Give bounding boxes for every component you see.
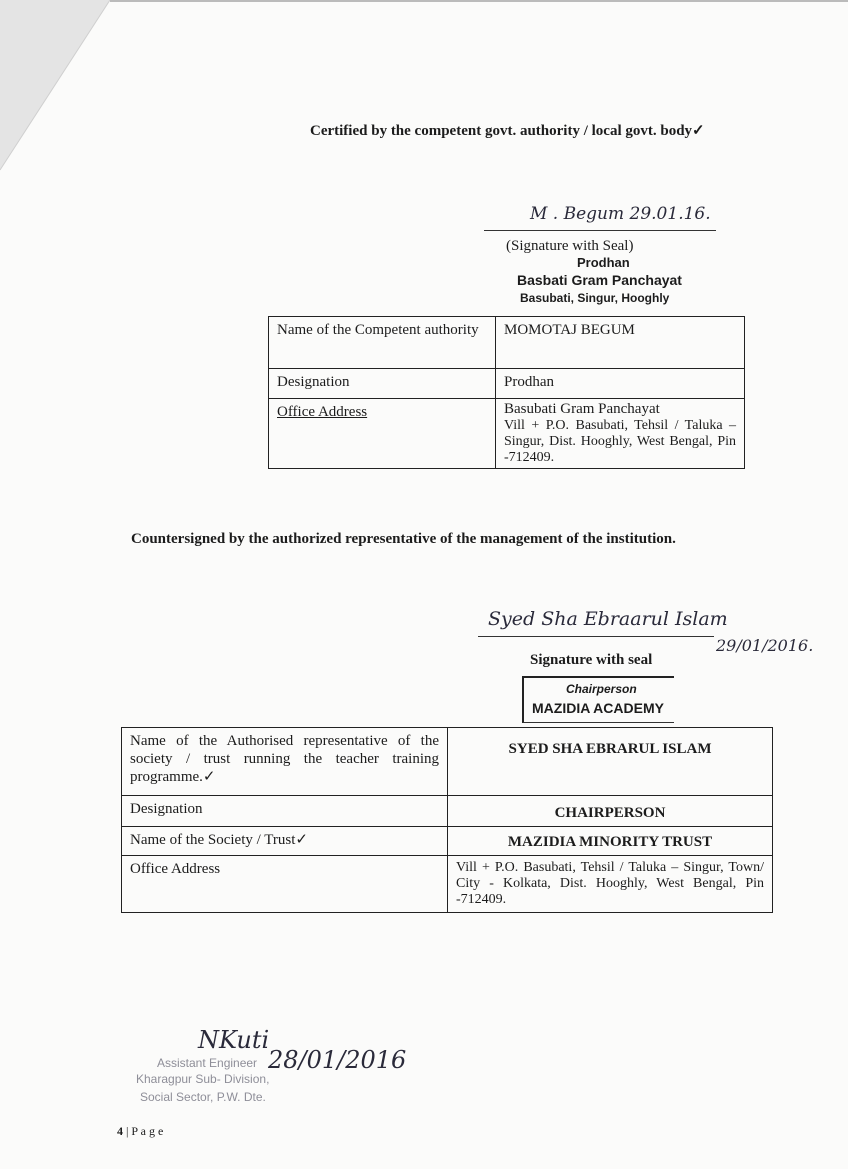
representative-signature: Syed Sha Ebraarul Islam	[488, 608, 728, 630]
table-row	[122, 856, 773, 913]
table-row	[122, 728, 773, 796]
academy-stamp	[522, 676, 674, 723]
office-address-label	[269, 399, 496, 469]
seal-line-prodhan: Prodhan	[577, 255, 630, 270]
competent-signature-line	[484, 230, 716, 231]
table-row	[269, 369, 745, 399]
engineer-stamp-line-3: Social Sector, P.W. Dte.	[140, 1090, 266, 1104]
engineer-signature-date: 28/01/2016	[268, 1046, 407, 1074]
society-label: Name of the Society / Trust✓	[122, 827, 448, 856]
society-value: MAZIDIA MINORITY TRUST	[448, 827, 773, 856]
page-number: 4	[117, 1124, 123, 1138]
engineer-signature: NKuti	[198, 1026, 270, 1054]
competent-signature-caption: (Signature with Seal)	[506, 238, 634, 254]
representative-value: SYED SHA EBRARUL ISLAM	[448, 728, 773, 796]
rep-designation-value: CHAIRPERSON	[448, 796, 773, 827]
name-label: Name of the Competent authority	[269, 317, 496, 369]
engineer-stamp-line-1: Assistant Engineer	[157, 1056, 258, 1070]
table-row	[122, 827, 773, 856]
representative-signature-date: 29/01/2016.	[716, 636, 814, 655]
countersigned-heading: Countersigned by the authorized representative of the management of the institution.	[131, 531, 676, 547]
representative-label: Name of the Authorised representative of the society / trust running the teacher training programme.✓	[122, 728, 448, 796]
competent-authority-table	[268, 316, 745, 469]
designation-label: Designation	[269, 369, 496, 399]
representative-signature-line	[478, 636, 714, 637]
name-value: MOMOTAJ BEGUM	[496, 317, 745, 369]
representative-signature-caption: Signature with seal	[530, 652, 653, 668]
page-fold-shadow	[0, 0, 120, 180]
seal-line-panchayat: Basbati Gram Panchayat	[517, 272, 682, 288]
page-footer	[117, 1124, 163, 1139]
table-row	[269, 317, 745, 369]
office-address-label-text: Office Address	[277, 404, 368, 420]
competent-authority-signature: M . Begum 29.01.16.	[530, 204, 711, 224]
certified-heading: Certified by the competent govt. authority / local govt. body✓	[310, 123, 705, 139]
rep-designation-label: Designation	[122, 796, 448, 827]
top-border-line	[110, 0, 848, 2]
table-row	[269, 399, 745, 469]
engineer-stamp-line-2: Kharagpur Sub- Division,	[136, 1072, 270, 1086]
designation-value: Prodhan	[496, 369, 745, 399]
stamp-academy: MAZIDIA ACADEMY	[532, 700, 664, 716]
address-line-1: Basubati Gram Panchayat	[504, 401, 660, 417]
office-address-value	[496, 399, 745, 469]
stamp-chairperson: Chairperson	[566, 682, 637, 696]
representative-table	[121, 727, 773, 913]
page-label: | P a g e	[126, 1124, 164, 1138]
seal-line-location: Basubati, Singur, Hooghly	[520, 291, 670, 305]
table-row	[122, 796, 773, 827]
rep-office-address-value: Vill + P.O. Basubati, Tehsil / Taluka – Singur, Town/ City - Kolkata, Dist. Hooghly, West Bengal, Pin -712409.	[448, 856, 773, 913]
address-line-2: Vill + P.O. Basubati, Tehsil / Taluka – Singur, Dist. Hooghly, West Bengal, Pin -712409.	[504, 418, 736, 465]
rep-office-address-label: Office Address	[122, 856, 448, 913]
